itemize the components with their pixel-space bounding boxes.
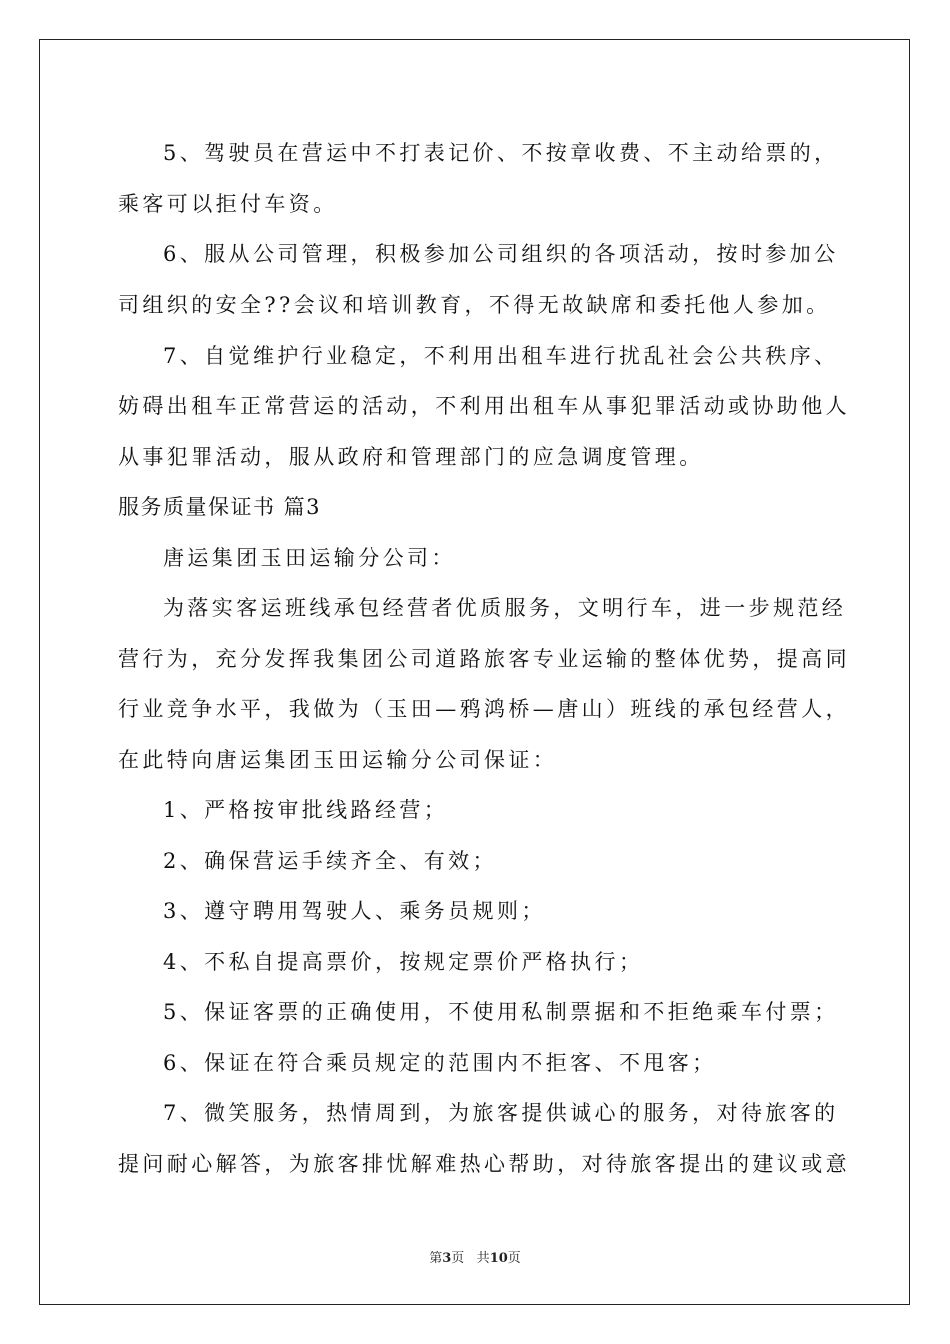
page-number: 3 (442, 1251, 452, 1266)
section-heading: 服务质量保证书 篇3 (118, 495, 322, 519)
list-item: 6、保证在符合乘员规定的范围内不拒客、不甩客； (163, 1051, 717, 1075)
list-item: 7、微笑服务，热情周到，为旅客提供诚心的服务，对待旅客的 (163, 1101, 839, 1125)
paragraph-line: 乘客可以拒付车资。 (118, 192, 338, 216)
total-pages: 10 (489, 1251, 508, 1266)
list-item: 1、严格按审批线路经营； (163, 798, 449, 822)
total-suffix: 页 (507, 1251, 521, 1266)
page-footer (0, 1247, 950, 1266)
paragraph-line: 7、自觉维护行业稳定，不利用出租车进行扰乱社会公共秩序、 (163, 344, 839, 368)
salutation-line: 唐运集团玉田运输分公司： (163, 546, 456, 570)
page-suffix: 页 (451, 1251, 465, 1266)
paragraph-line: 从事犯罪活动，服从政府和管理部门的应急调度管理。 (118, 445, 704, 469)
paragraph-line: 营行为，充分发挥我集团公司道路旅客专业运输的整体优势，提高同 (118, 647, 850, 671)
paragraph-line: 提问耐心解答，为旅客排忧解难热心帮助，对待旅客提出的建议或意 (118, 1152, 850, 1176)
list-item: 5、保证客票的正确使用，不使用私制票据和不拒绝乘车付票； (163, 1000, 839, 1024)
paragraph-line: 为落实客运班线承包经营者优质服务，文明行车，进一步规范经 (163, 596, 847, 620)
paragraph-line: 妨碍出租车正常营运的活动，不利用出租车从事犯罪活动或协助他人 (118, 394, 850, 418)
paragraph-line: 行业竞争水平，我做为（玉田—鸦鸿桥—唐山）班线的承包经营人， (118, 697, 850, 721)
total-prefix: 共 (476, 1251, 490, 1266)
paragraph-line: 6、服从公司管理，积极参加公司组织的各项活动，按时参加公 (163, 242, 839, 266)
list-item: 3、遵守聘用驾驶人、乘务员规则； (163, 899, 546, 923)
paragraph-line: 在此特向唐运集团玉田运输分公司保证： (118, 748, 558, 772)
paragraph-line: 5、驾驶员在营运中不打表记价、不按章收费、不主动给票的， (163, 141, 839, 165)
list-item: 2、确保营运手续齐全、有效； (163, 849, 497, 873)
paragraph-line: 司组织的安全??会议和培训教育，不得无故缺席和委托他人参加。 (118, 293, 831, 317)
page-prefix: 第 (429, 1251, 443, 1266)
list-item: 4、不私自提高票价，按规定票价严格执行； (163, 950, 644, 974)
